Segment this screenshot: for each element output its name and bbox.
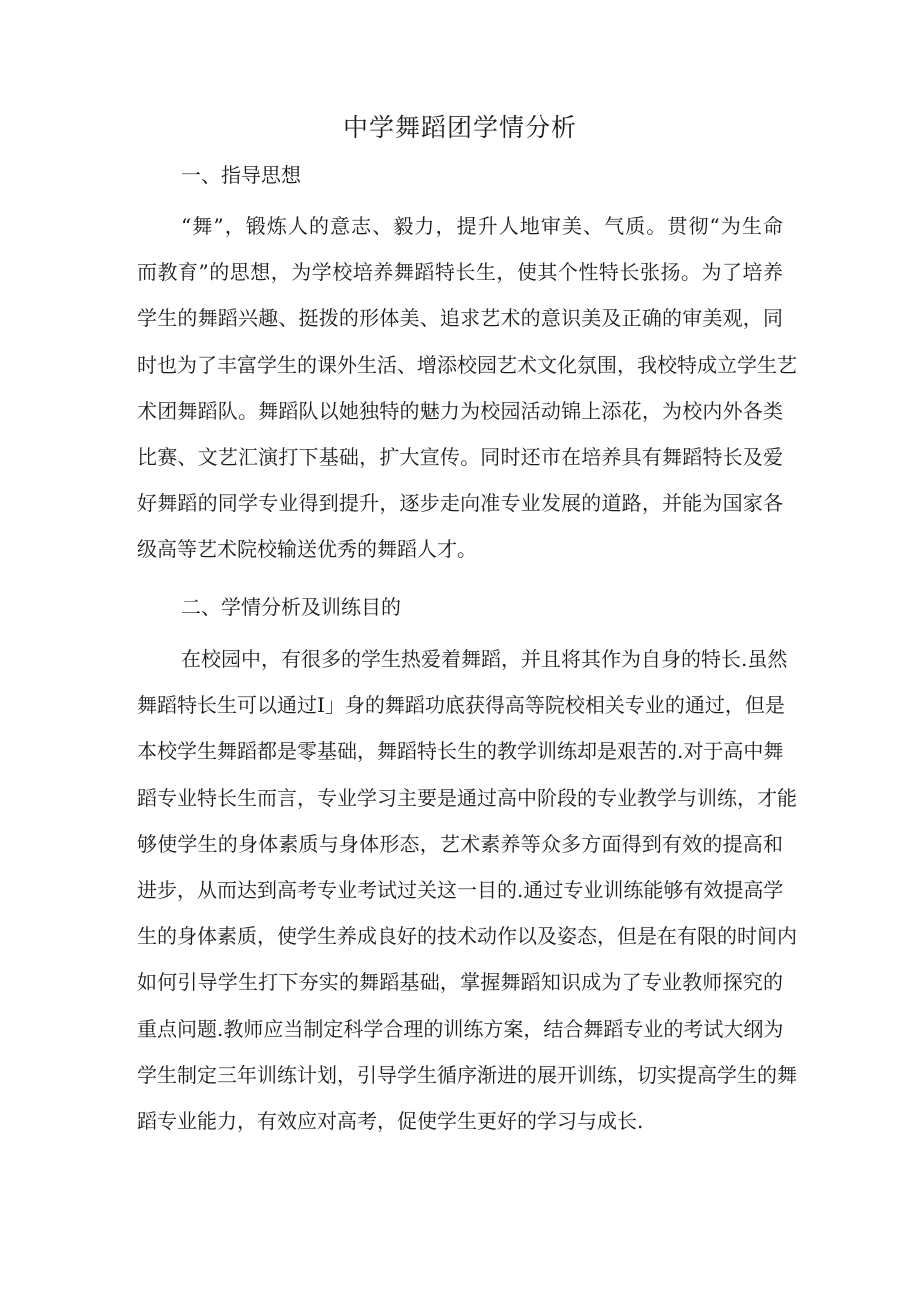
section-heading-guiding-ideology: 一、指导思想 [181, 163, 301, 187]
paragraph-line: “舞”，锻炼人的意志、毅力，提升人地审美、气质。贯彻“为生命 [181, 214, 783, 238]
paragraph-line: 重点问题.教师应当制定科学合理的训练方案，结合舞蹈专业的考试大纲为 [137, 1016, 784, 1041]
paragraph-line: 在校园中，有很多的学生热爱着舞蹈，并且将其作为自身的特长.虽然 [181, 647, 788, 671]
paragraph-line: 级高等艺术院校输送优秀的舞蹈人才。 [137, 537, 477, 562]
paragraph-line: 学生的舞蹈兴趣、挺拨的形体美、追求艺术的意识美及正确的审美观，同 [137, 306, 783, 331]
paragraph-line: 本校学生舞蹈都是零基础，舞蹈特长生的教学训练却是艰苦的.对于高中舞 [137, 739, 784, 764]
paragraph-line: 时也为了丰富学生的课外生活、增添校园艺术文化氛围，我校特成立学生艺 [137, 352, 797, 377]
paragraph-line: 蹈专业特长生而言，专业学习主要是通过高中阶段的专业教学与训练，才能 [137, 785, 797, 810]
paragraph-line: 而教育”的思想，为学校培养舞蹈特长生，使其个性特长张扬。为了培养 [137, 260, 783, 285]
paragraph-line: 进步，从而达到高考专业考试过关这一目的.通过专业训练能够有效提高学 [137, 878, 784, 903]
document-title: 中学舞蹈团学情分析 [342, 113, 577, 142]
paragraph-line: 比赛、文艺汇演打下基础，扩大宣传。同时还市在培养具有舞蹈特长及爱 [137, 445, 783, 470]
section-heading-learning-analysis: 二、学情分析及训练目的 [181, 595, 401, 619]
paragraph-line: 生的身体素质，使学生养成良好的技术动作以及姿态，但是在有限的时间内 [137, 924, 797, 949]
paragraph-line: 术团舞蹈队。舞蹈队以她独特的魅力为校园活动锦上添花，为校内外各类 [137, 398, 783, 423]
paragraph-line: 够使学生的身体素质与身体形态，艺术素养等众多方面得到有效的提高和 [137, 831, 783, 856]
section-paragraph-learning-analysis [137, 636, 797, 1144]
paragraph-line: 舞蹈特长生可以通过I」身的舞蹈功底获得高等院校相关专业的通过，但是 [137, 693, 785, 718]
paragraph-line: 学生制定三年训练计划，引导学生循序渐进的展开训练，切实提高学生的舞 [137, 1062, 797, 1087]
paragraph-line: 蹈专业能力，有效应对高考，促使学生更好的学习与成长. [137, 1109, 644, 1134]
paragraph-line: 如何引导学生打下夯实的舞蹈基础，掌握舞蹈知识成为了专业教师探究的 [137, 970, 783, 995]
section-paragraph-guiding-ideology [137, 203, 797, 573]
paragraph-line: 好舞蹈的同学专业得到提升，逐步走向准专业发展的道路，并能为国家各 [137, 491, 783, 516]
